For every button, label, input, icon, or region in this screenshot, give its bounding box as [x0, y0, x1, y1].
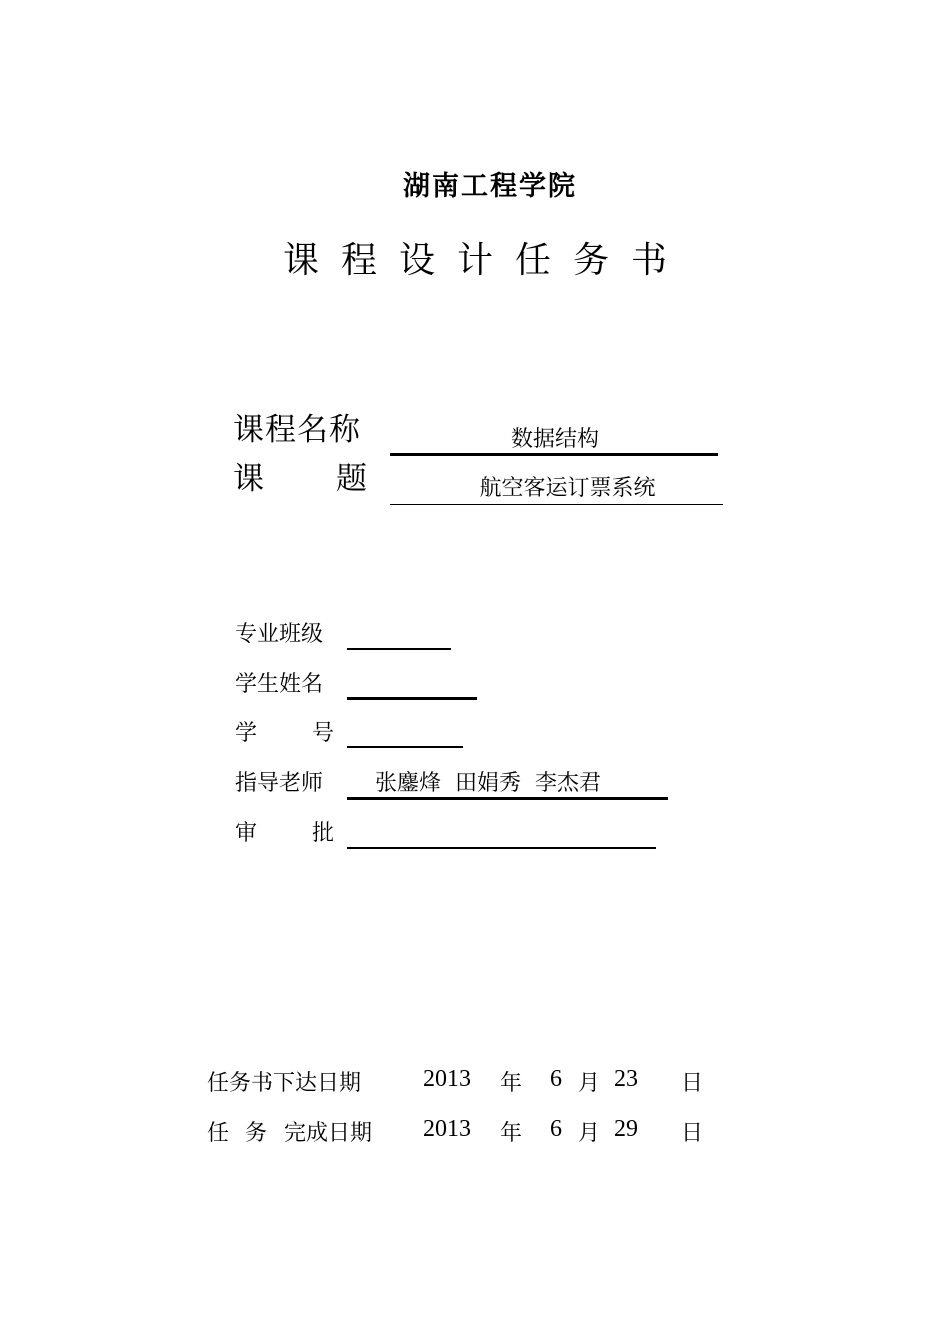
student-id-underline: [347, 746, 463, 748]
completion-month: 6: [550, 1116, 562, 1142]
student-id-label-part2: 号: [312, 721, 335, 746]
course-name-label: 课程名称: [233, 412, 361, 448]
approval-label-part2: 批: [312, 821, 335, 846]
completion-date-label-part3: 完成日期: [284, 1121, 373, 1146]
year-unit: 年: [500, 1071, 523, 1096]
completion-date-label-part2: 务: [245, 1121, 268, 1146]
advisor-label: 指导老师: [235, 771, 324, 796]
topic-label-part1: 课: [233, 461, 264, 497]
day-unit: 日: [681, 1071, 704, 1096]
course-name-underline: [390, 453, 718, 456]
course-name-value: 数据结构: [510, 427, 599, 452]
topic-label-part2: 题: [336, 461, 367, 497]
year-unit: 年: [500, 1121, 523, 1146]
major-class-label: 专业班级: [235, 622, 324, 647]
advisor-name: 田娟秀: [455, 771, 522, 796]
issue-date-label: 任务书下达日期: [207, 1071, 362, 1096]
major-class-underline: [347, 648, 451, 650]
issue-month: 6: [550, 1066, 562, 1092]
topic-value: 航空客运订票系统: [479, 476, 656, 501]
student-id-label-part1: 学: [235, 721, 258, 746]
student-name-underline: [347, 697, 477, 700]
issue-day: 23: [614, 1066, 638, 1092]
advisor-underline: [347, 797, 668, 800]
completion-day: 29: [614, 1116, 638, 1142]
document-title: 课程设计任务书: [283, 240, 690, 281]
student-name-label: 学生姓名: [235, 672, 324, 697]
month-unit: 月: [578, 1121, 601, 1146]
month-unit: 月: [578, 1071, 601, 1096]
topic-underline: [390, 504, 723, 505]
approval-underline: [347, 847, 656, 849]
approval-label-part1: 审: [235, 821, 258, 846]
issue-year: 2013: [423, 1066, 471, 1092]
completion-date-label-part1: 任: [207, 1121, 230, 1146]
advisor-names: [375, 766, 615, 797]
school-name: 湖南工程学院: [403, 171, 577, 202]
advisor-name: 李杰君: [535, 771, 602, 796]
day-unit: 日: [681, 1121, 704, 1146]
completion-year: 2013: [423, 1116, 471, 1142]
advisor-name: 张鏖烽: [375, 771, 442, 796]
